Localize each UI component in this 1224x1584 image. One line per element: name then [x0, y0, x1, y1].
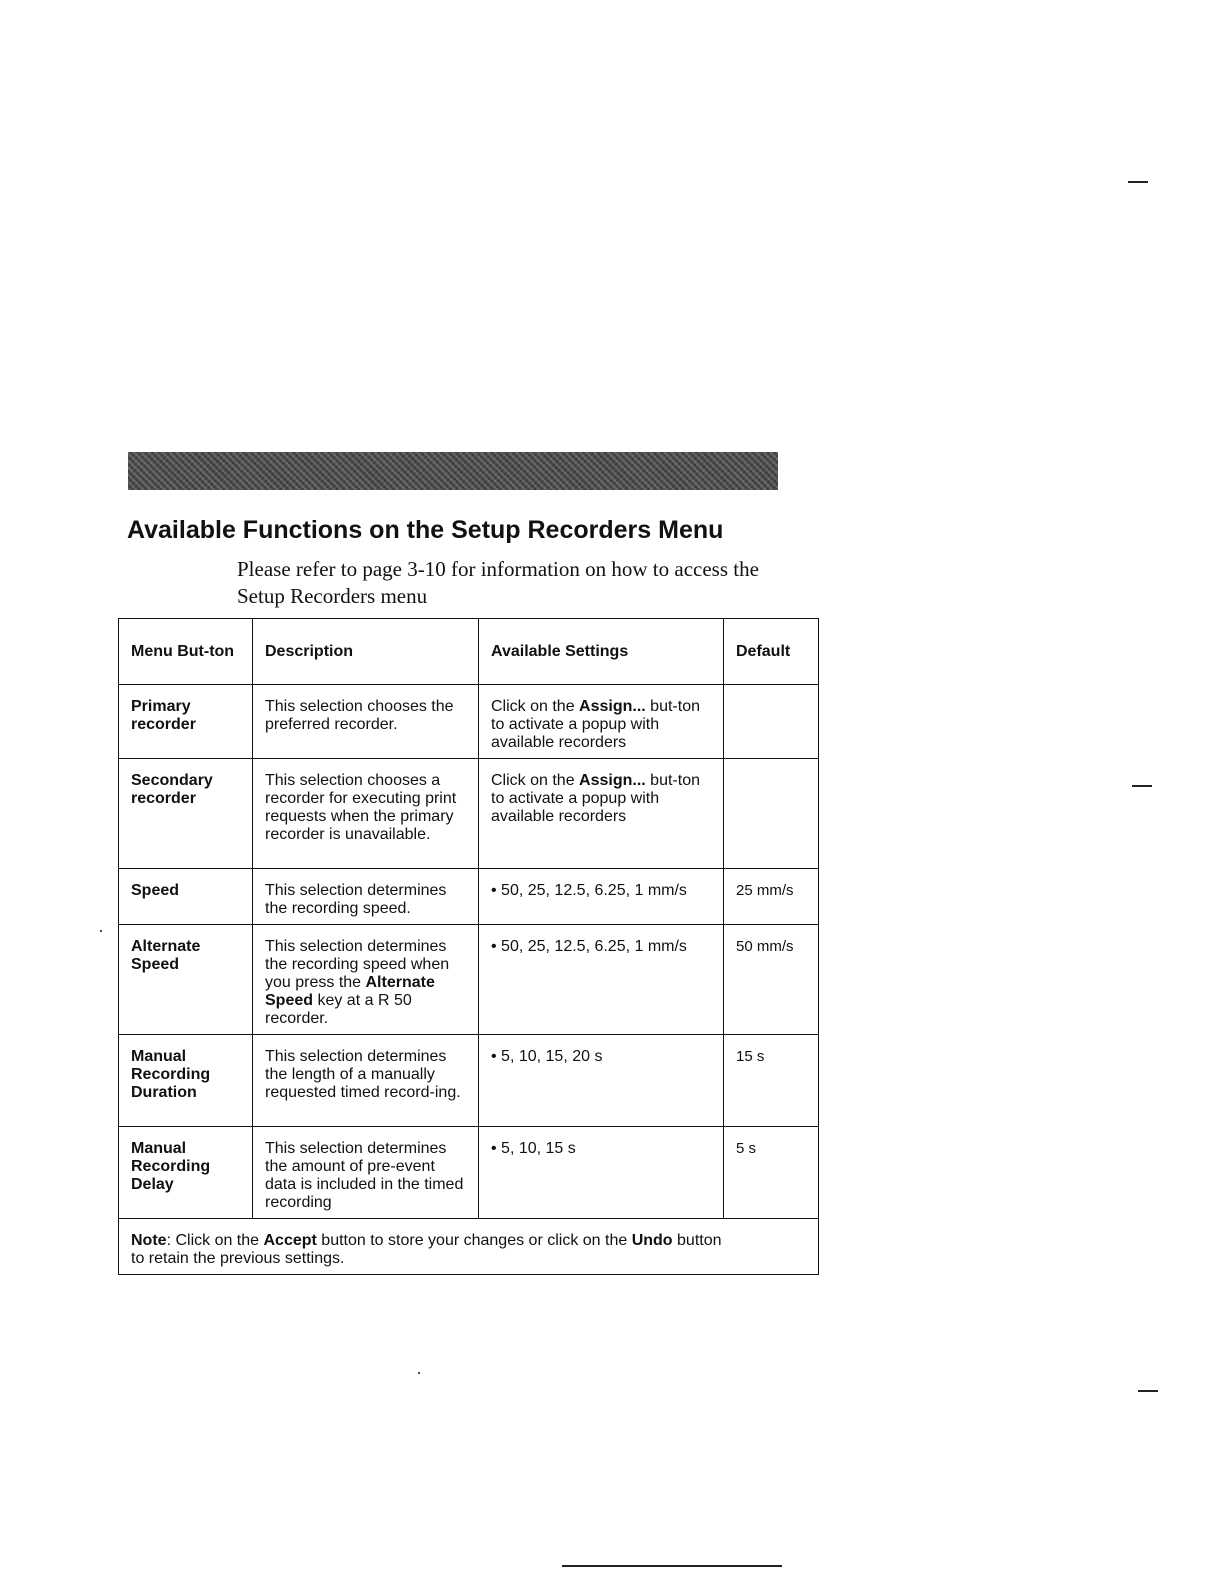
default-cell: 15 s: [724, 1035, 819, 1127]
note-label: Note: [131, 1232, 167, 1249]
menu-button-cell: Speed: [119, 869, 253, 925]
assign-keyword: Assign...: [579, 772, 646, 789]
description-cell: This selection chooses a recorder for executing print requests when the primary recorder is unavailable.: [253, 759, 479, 869]
assign-keyword: Assign...: [579, 698, 646, 715]
scan-speck: [418, 1372, 420, 1374]
header-menu-button: Menu But-ton: [119, 619, 253, 685]
note-cell: [119, 1219, 819, 1275]
description-text: key at a R 50 recorder.: [265, 992, 412, 1027]
functions-table: [118, 618, 819, 1275]
accept-keyword: Accept: [263, 1232, 317, 1249]
settings-text: but-ton to activate a popup with available recorders: [491, 772, 700, 825]
footer-rule: [562, 1565, 782, 1567]
intro-paragraph: [237, 556, 778, 610]
settings-cell: • 5, 10, 15 s: [479, 1127, 724, 1219]
section-banner-bar: [128, 452, 778, 490]
table-row: [119, 869, 819, 925]
intro-line-1: Please refer to page 3-10 for information on how to access the: [237, 557, 759, 581]
note-text: : Click on the: [166, 1232, 264, 1249]
description-cell: [253, 925, 479, 1035]
menu-button-cell: Primary recorder: [119, 685, 253, 759]
note-line-1: [131, 1232, 722, 1249]
settings-cell: • 5, 10, 15, 20 s: [479, 1035, 724, 1127]
settings-text: Click on the: [491, 772, 580, 789]
menu-button-cell: Alternate Speed: [119, 925, 253, 1035]
margin-dash: [1128, 181, 1148, 183]
description-cell: This selection determines the amount of pre-event data is included in the timed recording: [253, 1127, 479, 1219]
default-cell: 50 mm/s: [724, 925, 819, 1035]
functions-table-region: [118, 618, 794, 1272]
header-default: Default: [724, 619, 819, 685]
settings-text: but-ton to activate a popup with available recorders: [491, 698, 700, 751]
default-cell: [724, 685, 819, 759]
note-text: button to store your changes or click on the: [316, 1232, 632, 1249]
scan-speck: [100, 930, 102, 932]
header-description: Description: [253, 619, 479, 685]
header-available-settings: Available Settings: [479, 619, 724, 685]
undo-keyword: Undo: [631, 1232, 673, 1249]
note-text: button: [672, 1232, 722, 1249]
intro-line-2: Setup Recorders menu: [237, 584, 428, 608]
menu-button-cell: Manual Recording Duration: [119, 1035, 253, 1127]
settings-cell: • 50, 25, 12.5, 6.25, 1 mm/s: [479, 925, 724, 1035]
table-header-row: [119, 619, 819, 685]
description-text: This selection determines the recording speed when you press the: [265, 938, 450, 991]
default-cell: 5 s: [724, 1127, 819, 1219]
menu-button-cell: Manual Recording Delay: [119, 1127, 253, 1219]
settings-cell: [479, 759, 724, 869]
default-cell: [724, 759, 819, 869]
section-title: Available Functions on the Setup Recorders Menu: [127, 516, 724, 544]
settings-cell: [479, 685, 724, 759]
margin-dash: [1132, 785, 1152, 787]
settings-text: Click on the: [491, 698, 580, 715]
default-cell: 25 mm/s: [724, 869, 819, 925]
description-cell: This selection determines the recording speed.: [253, 869, 479, 925]
note-line-2: to retain the previous settings.: [131, 1250, 345, 1267]
description-cell: This selection chooses the preferred recorder.: [253, 685, 479, 759]
settings-cell: • 50, 25, 12.5, 6.25, 1 mm/s: [479, 869, 724, 925]
table-row: [119, 759, 819, 869]
menu-button-cell: Secondary recorder: [119, 759, 253, 869]
table-row: [119, 1127, 819, 1219]
alternate-speed-keyword: Alternate Speed: [265, 974, 435, 1009]
table-row: [119, 685, 819, 759]
note-row: [119, 1219, 819, 1275]
margin-dash: [1138, 1390, 1158, 1392]
table-row: [119, 925, 819, 1035]
table-row: [119, 1035, 819, 1127]
description-cell: This selection determines the length of a manually requested timed record-ing.: [253, 1035, 479, 1127]
